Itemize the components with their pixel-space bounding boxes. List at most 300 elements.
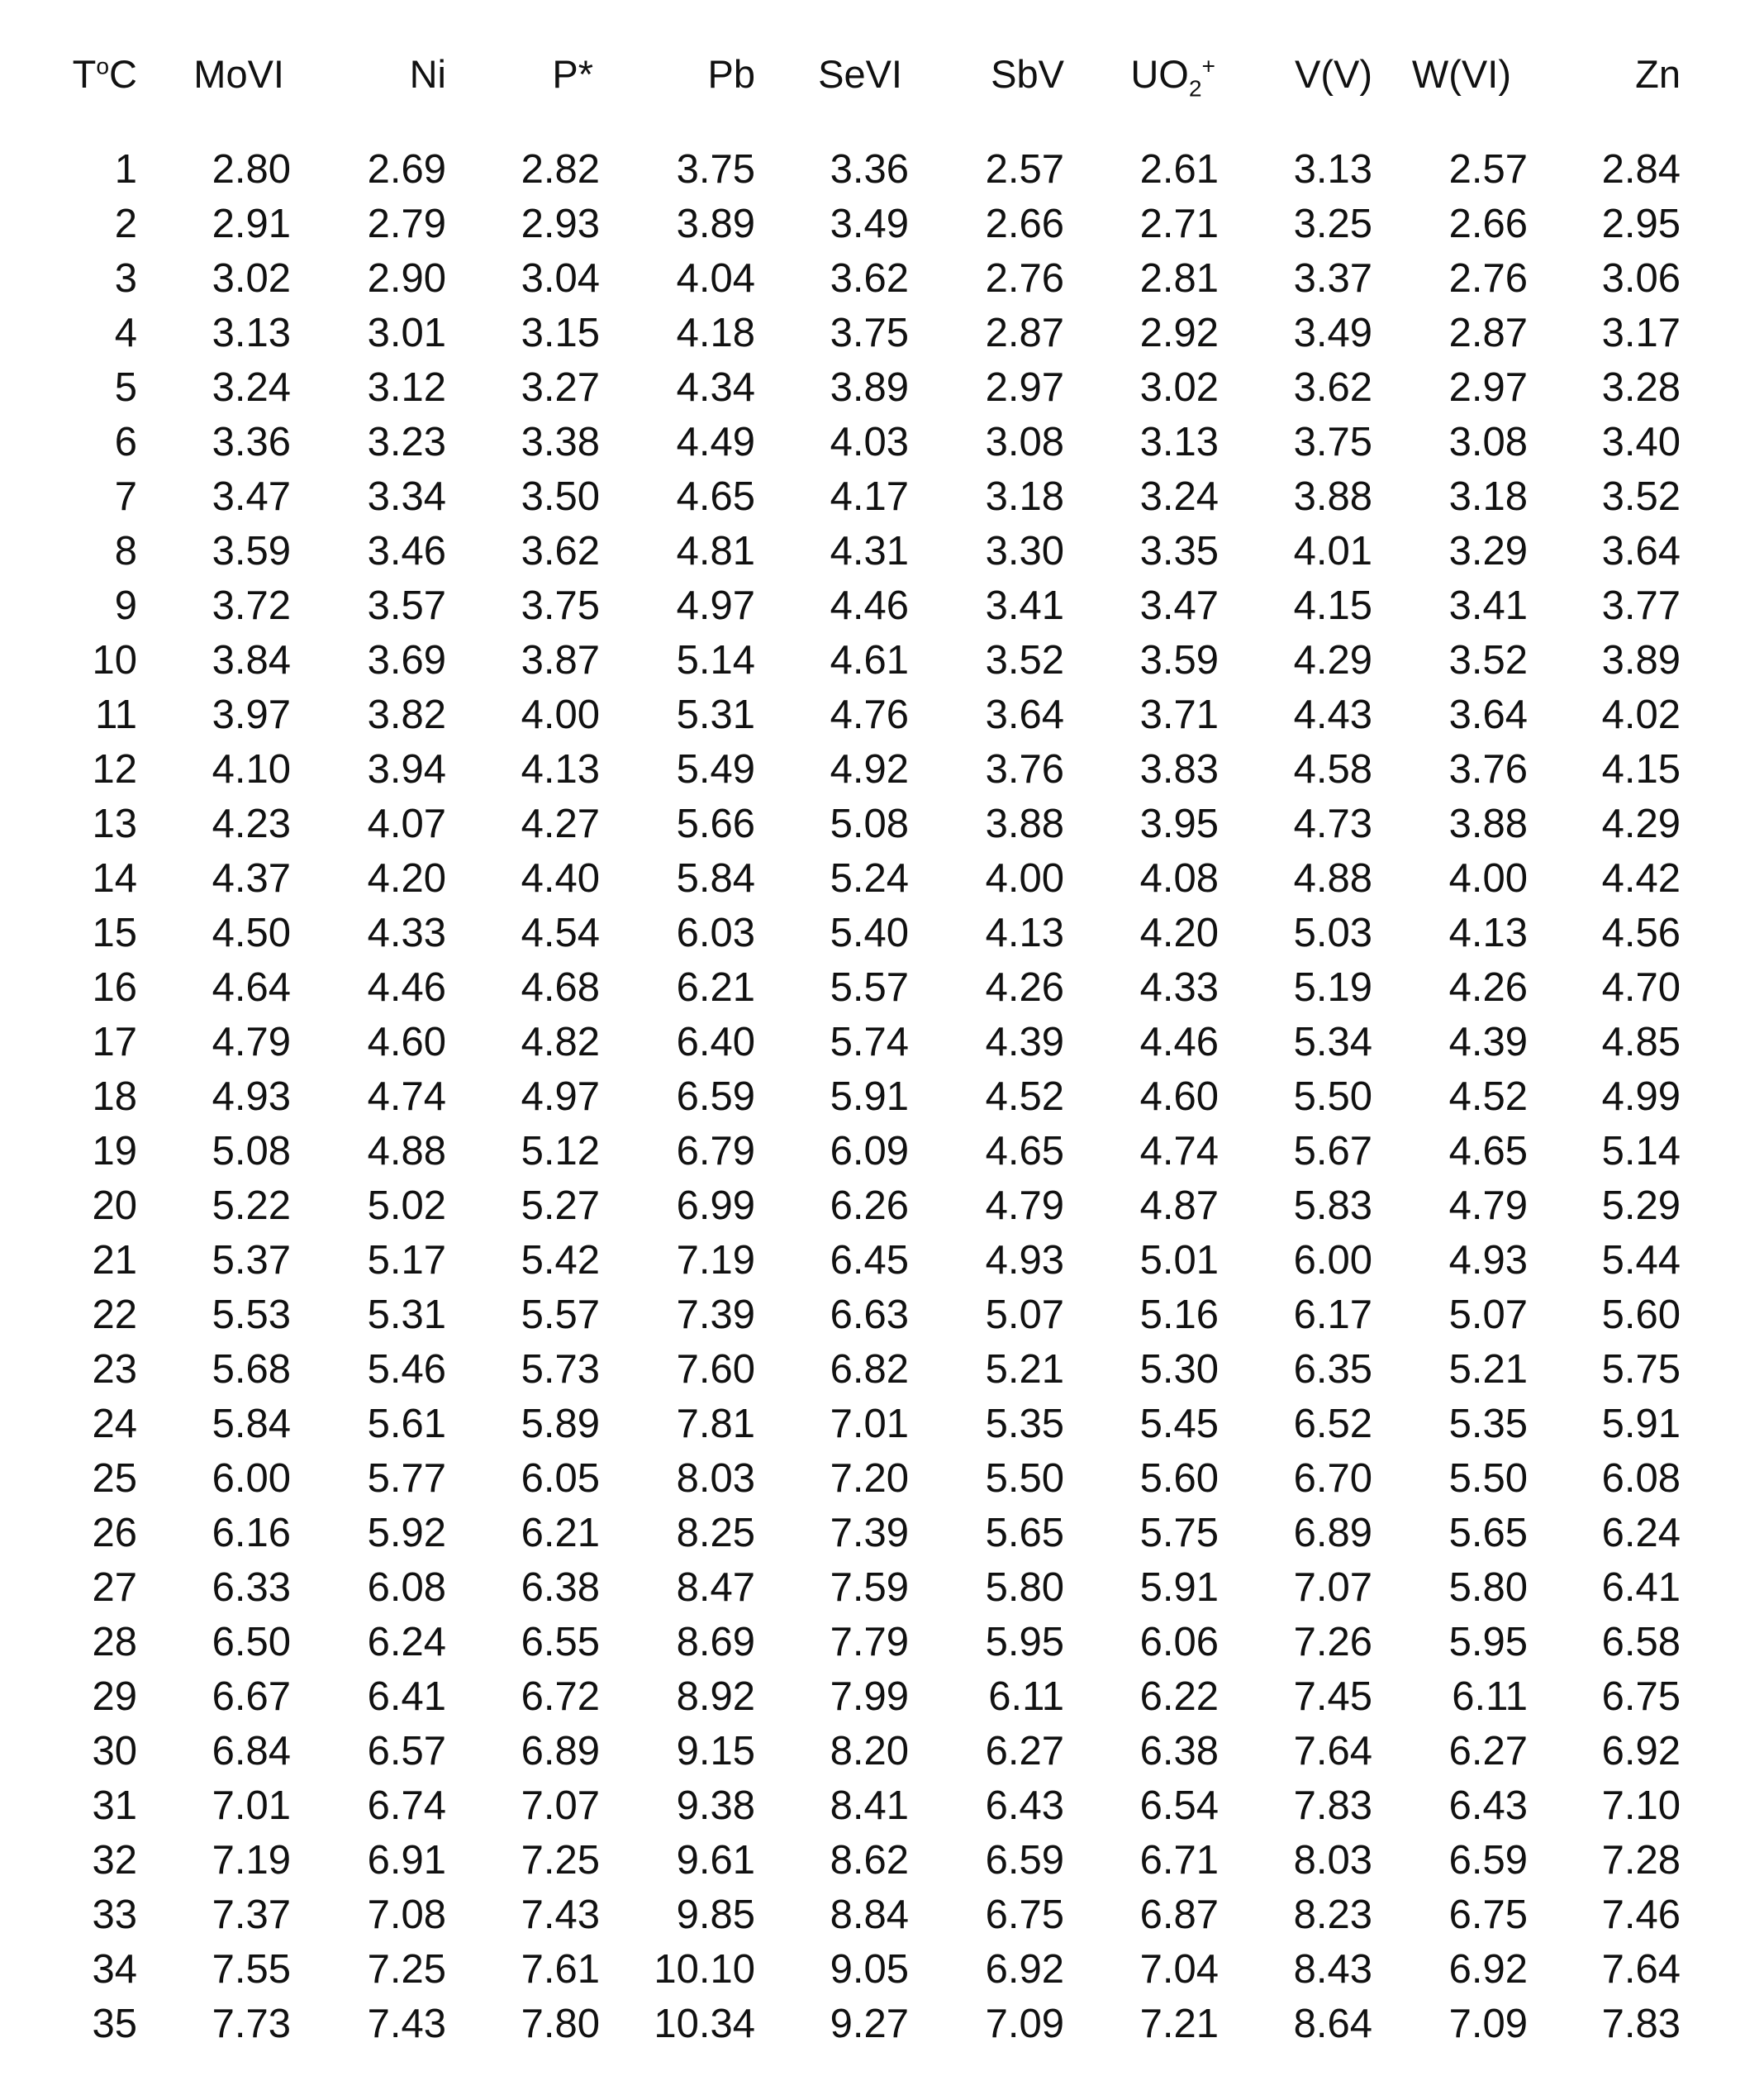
value-cell: 5.30 xyxy=(1139,1347,1219,1392)
table-row xyxy=(50,1124,1681,1178)
temperature-cell: 2 xyxy=(114,202,137,246)
value-cell: 5.57 xyxy=(830,965,909,1010)
value-cell: 3.28 xyxy=(1601,365,1681,410)
value-cell: 5.08 xyxy=(212,1129,291,1174)
value-cell: 4.54 xyxy=(521,911,600,955)
table-row xyxy=(50,251,1681,306)
value-cell: 5.57 xyxy=(521,1293,600,1337)
value-cell: 5.92 xyxy=(367,1511,446,1555)
value-cell: 4.68 xyxy=(521,965,600,1010)
value-cell: 3.27 xyxy=(521,365,600,410)
value-cell: 6.75 xyxy=(1601,1674,1681,1719)
value-cell: 8.62 xyxy=(830,1838,909,1883)
pb-header xyxy=(600,33,755,116)
header-label: V(V) xyxy=(1295,52,1372,96)
value-cell: 2.91 xyxy=(212,202,291,246)
value-cell: 3.37 xyxy=(1293,256,1372,301)
table-row xyxy=(50,1724,1681,1778)
temperature-cell: 26 xyxy=(92,1511,137,1555)
value-cell: 5.29 xyxy=(1601,1183,1681,1228)
temperature-cell: 17 xyxy=(92,1020,137,1064)
value-cell: 3.04 xyxy=(521,256,600,301)
value-cell: 5.60 xyxy=(1139,1456,1219,1501)
value-cell: 7.26 xyxy=(1293,1620,1372,1664)
value-cell: 3.77 xyxy=(1601,583,1681,628)
value-cell: 2.95 xyxy=(1601,202,1681,246)
value-cell: 5.31 xyxy=(367,1293,446,1337)
table-body xyxy=(50,116,1681,2051)
value-cell: 5.65 xyxy=(985,1511,1064,1555)
value-cell: 6.38 xyxy=(521,1565,600,1610)
value-cell: 5.80 xyxy=(985,1565,1064,1610)
value-cell: 10.34 xyxy=(654,2002,755,2046)
value-cell: 4.64 xyxy=(212,965,291,1010)
value-cell: 3.15 xyxy=(521,311,600,355)
value-cell: 5.68 xyxy=(212,1347,291,1392)
value-cell: 5.95 xyxy=(1448,1620,1528,1664)
value-cell: 3.13 xyxy=(212,311,291,355)
value-cell: 4.76 xyxy=(830,693,909,737)
value-cell: 7.25 xyxy=(521,1838,600,1883)
value-cell: 8.41 xyxy=(830,1783,909,1828)
value-cell: 3.76 xyxy=(985,747,1064,792)
value-cell: 6.72 xyxy=(521,1674,600,1719)
value-cell: 7.19 xyxy=(676,1238,755,1283)
value-cell: 4.03 xyxy=(830,420,909,464)
value-cell: 6.74 xyxy=(367,1783,446,1828)
sbv-header xyxy=(909,33,1064,116)
value-cell: 7.59 xyxy=(830,1565,909,1610)
value-cell: 5.22 xyxy=(212,1183,291,1228)
value-cell: 4.15 xyxy=(1293,583,1372,628)
value-cell: 5.89 xyxy=(521,1402,600,1446)
value-cell: 4.74 xyxy=(1139,1129,1219,1174)
value-cell: 4.26 xyxy=(1448,965,1528,1010)
table-row xyxy=(50,688,1681,742)
value-cell: 6.75 xyxy=(1448,1893,1528,1937)
value-cell: 4.01 xyxy=(1293,529,1372,574)
value-cell: 4.43 xyxy=(1293,693,1372,737)
header-label-tail: C xyxy=(109,52,137,96)
value-cell: 9.61 xyxy=(676,1838,755,1883)
value-cell: 3.76 xyxy=(1448,747,1528,792)
value-cell: 4.29 xyxy=(1601,802,1681,846)
value-cell: 5.35 xyxy=(1448,1402,1528,1446)
value-cell: 2.93 xyxy=(521,202,600,246)
header-label: Pb xyxy=(707,52,755,96)
temperature-cell: 9 xyxy=(114,583,137,628)
value-cell: 5.50 xyxy=(1293,1074,1372,1119)
value-cell: 4.93 xyxy=(985,1238,1064,1283)
table-row xyxy=(50,1506,1681,1560)
table-row xyxy=(50,360,1681,415)
value-cell: 4.73 xyxy=(1293,802,1372,846)
table-row xyxy=(50,1997,1681,2051)
value-cell: 6.27 xyxy=(1448,1729,1528,1774)
value-cell: 5.03 xyxy=(1293,911,1372,955)
value-cell: 3.62 xyxy=(521,529,600,574)
table-row xyxy=(50,1397,1681,1451)
table-row xyxy=(50,579,1681,633)
value-cell: 3.59 xyxy=(212,529,291,574)
table-row xyxy=(50,1615,1681,1669)
value-cell: 3.47 xyxy=(212,474,291,519)
table-row xyxy=(50,1069,1681,1124)
value-cell: 3.12 xyxy=(367,365,446,410)
table-row xyxy=(50,1833,1681,1888)
value-cell: 6.75 xyxy=(985,1893,1064,1937)
value-cell: 4.70 xyxy=(1601,965,1681,1010)
table-row xyxy=(50,469,1681,524)
table-row xyxy=(50,851,1681,906)
temperature-cell: 15 xyxy=(92,911,137,955)
value-cell: 3.30 xyxy=(985,529,1064,574)
value-cell: 5.08 xyxy=(830,802,909,846)
value-cell: 4.49 xyxy=(676,420,755,464)
value-cell: 3.64 xyxy=(985,693,1064,737)
value-cell: 4.00 xyxy=(985,856,1064,901)
value-cell: 5.24 xyxy=(830,856,909,901)
value-cell: 6.11 xyxy=(1452,1674,1528,1719)
value-cell: 3.38 xyxy=(521,420,600,464)
value-cell: 4.79 xyxy=(1448,1183,1528,1228)
value-cell: 6.71 xyxy=(1139,1838,1219,1883)
value-cell: 4.40 xyxy=(521,856,600,901)
value-cell: 5.66 xyxy=(676,802,755,846)
value-cell: 5.27 xyxy=(521,1183,600,1228)
value-cell: 3.82 xyxy=(367,693,446,737)
value-cell: 5.95 xyxy=(985,1620,1064,1664)
value-cell: 7.46 xyxy=(1601,1893,1681,1937)
value-cell: 6.41 xyxy=(367,1674,446,1719)
value-cell: 6.09 xyxy=(830,1129,909,1174)
value-cell: 3.88 xyxy=(1293,474,1372,519)
value-cell: 6.06 xyxy=(1139,1620,1219,1664)
value-cell: 3.72 xyxy=(212,583,291,628)
value-cell: 4.52 xyxy=(985,1074,1064,1119)
value-cell: 4.65 xyxy=(676,474,755,519)
value-cell: 3.50 xyxy=(521,474,600,519)
value-cell: 7.60 xyxy=(676,1347,755,1392)
value-cell: 3.94 xyxy=(367,747,446,792)
value-cell: 7.39 xyxy=(676,1293,755,1337)
table-row xyxy=(50,960,1681,1015)
value-cell: 3.13 xyxy=(1139,420,1219,464)
value-cell: 5.46 xyxy=(367,1347,446,1392)
sevi-header xyxy=(755,33,909,116)
value-cell: 3.41 xyxy=(1448,583,1528,628)
value-cell: 2.66 xyxy=(1448,202,1528,246)
temperature-cell: 19 xyxy=(92,1129,137,1174)
table-row xyxy=(50,1888,1681,1942)
table-row xyxy=(50,633,1681,688)
value-cell: 2.57 xyxy=(985,147,1064,192)
value-cell: 8.47 xyxy=(676,1565,755,1610)
value-cell: 6.26 xyxy=(830,1183,909,1228)
value-cell: 7.07 xyxy=(1293,1565,1372,1610)
temperature-cell: 1 xyxy=(114,147,137,192)
value-cell: 6.40 xyxy=(676,1020,755,1064)
value-cell: 5.75 xyxy=(1601,1347,1681,1392)
temperature-cell: 32 xyxy=(92,1838,137,1883)
value-cell: 5.45 xyxy=(1139,1402,1219,1446)
value-cell: 5.60 xyxy=(1601,1293,1681,1337)
temperature-cell: 28 xyxy=(92,1620,137,1664)
value-cell: 3.62 xyxy=(830,256,909,301)
temperature-cell: 13 xyxy=(92,802,137,846)
header-label: Ni xyxy=(409,52,446,96)
value-cell: 4.87 xyxy=(1139,1183,1219,1228)
temperature-cell: 12 xyxy=(92,747,137,792)
value-cell: 4.81 xyxy=(676,529,755,574)
temperature-cell: 16 xyxy=(92,965,137,1010)
value-cell: 3.29 xyxy=(1448,529,1528,574)
value-cell: 7.64 xyxy=(1293,1729,1372,1774)
value-cell: 3.08 xyxy=(985,420,1064,464)
header-label: W(VI) xyxy=(1411,52,1511,96)
temperature-cell: 30 xyxy=(92,1729,137,1774)
value-cell: 8.69 xyxy=(676,1620,755,1664)
value-cell: 5.01 xyxy=(1139,1238,1219,1283)
value-cell: 5.65 xyxy=(1448,1511,1528,1555)
value-cell: 5.75 xyxy=(1139,1511,1219,1555)
value-cell: 4.65 xyxy=(1448,1129,1528,1174)
value-cell: 3.83 xyxy=(1139,747,1219,792)
value-cell: 5.91 xyxy=(1601,1402,1681,1446)
value-cell: 4.79 xyxy=(212,1020,291,1064)
value-cell: 8.03 xyxy=(1293,1838,1372,1883)
value-cell: 7.09 xyxy=(985,2002,1064,2046)
value-cell: 6.92 xyxy=(1601,1729,1681,1774)
value-cell: 4.33 xyxy=(1139,965,1219,1010)
value-cell: 4.17 xyxy=(830,474,909,519)
value-cell: 2.97 xyxy=(1448,365,1528,410)
value-cell: 5.40 xyxy=(830,911,909,955)
value-cell: 4.26 xyxy=(985,965,1064,1010)
value-cell: 3.95 xyxy=(1139,802,1219,846)
header-label: P* xyxy=(552,52,593,96)
value-cell: 5.21 xyxy=(1448,1347,1528,1392)
value-cell: 2.61 xyxy=(1139,147,1219,192)
value-cell: 6.11 xyxy=(988,1674,1064,1719)
value-cell: 3.13 xyxy=(1293,147,1372,192)
temperature-cell: 34 xyxy=(92,1947,137,1992)
value-cell: 2.87 xyxy=(985,311,1064,355)
value-cell: 4.61 xyxy=(830,638,909,683)
value-cell: 5.02 xyxy=(367,1183,446,1228)
temperature-cell: 22 xyxy=(92,1293,137,1337)
value-cell: 6.55 xyxy=(521,1620,600,1664)
value-cell: 5.42 xyxy=(521,1238,600,1283)
header-label: SeVI xyxy=(818,52,902,96)
value-cell: 6.89 xyxy=(1293,1511,1372,1555)
value-cell: 9.05 xyxy=(830,1947,909,1992)
header-superscript: + xyxy=(1201,52,1215,79)
value-cell: 3.06 xyxy=(1601,256,1681,301)
zn-header xyxy=(1528,33,1681,116)
value-cell: 6.45 xyxy=(830,1238,909,1283)
value-cell: 8.84 xyxy=(830,1893,909,1937)
temperature-cell: 33 xyxy=(92,1893,137,1937)
value-cell: 6.05 xyxy=(521,1456,600,1501)
value-cell: 4.23 xyxy=(212,802,291,846)
value-cell: 2.97 xyxy=(985,365,1064,410)
value-cell: 2.84 xyxy=(1601,147,1681,192)
value-cell: 4.29 xyxy=(1293,638,1372,683)
value-cell: 5.50 xyxy=(1448,1456,1528,1501)
value-cell: 5.19 xyxy=(1293,965,1372,1010)
value-cell: 4.02 xyxy=(1601,693,1681,737)
value-cell: 3.02 xyxy=(212,256,291,301)
table-row xyxy=(50,1178,1681,1233)
table-row xyxy=(50,906,1681,960)
temperature-cell: 24 xyxy=(92,1402,137,1446)
value-cell: 7.37 xyxy=(212,1893,291,1937)
value-cell: 5.49 xyxy=(676,747,755,792)
value-cell: 3.75 xyxy=(521,583,600,628)
value-cell: 4.04 xyxy=(676,256,755,301)
value-cell: 4.39 xyxy=(985,1020,1064,1064)
value-cell: 3.87 xyxy=(521,638,600,683)
value-cell: 5.84 xyxy=(676,856,755,901)
value-cell: 5.14 xyxy=(1601,1129,1681,1174)
value-cell: 3.52 xyxy=(1448,638,1528,683)
value-cell: 3.69 xyxy=(367,638,446,683)
value-cell: 4.42 xyxy=(1601,856,1681,901)
table-row xyxy=(50,1288,1681,1342)
value-cell: 7.64 xyxy=(1601,1947,1681,1992)
value-cell: 5.77 xyxy=(367,1456,446,1501)
value-cell: 8.64 xyxy=(1293,2002,1372,2046)
value-cell: 7.83 xyxy=(1293,1783,1372,1828)
value-cell: 6.35 xyxy=(1293,1347,1372,1392)
value-cell: 4.13 xyxy=(985,911,1064,955)
value-cell: 6.43 xyxy=(985,1783,1064,1828)
value-cell: 2.76 xyxy=(985,256,1064,301)
table-row xyxy=(50,1342,1681,1397)
table-row xyxy=(50,1451,1681,1506)
value-cell: 7.20 xyxy=(830,1456,909,1501)
value-cell: 6.92 xyxy=(1448,1947,1528,1992)
value-cell: 6.21 xyxy=(521,1511,600,1555)
wvi-header xyxy=(1372,33,1528,116)
value-cell: 7.01 xyxy=(830,1402,909,1446)
value-cell: 5.37 xyxy=(212,1238,291,1283)
value-cell: 5.17 xyxy=(367,1238,446,1283)
value-cell: 5.91 xyxy=(830,1074,909,1119)
value-cell: 5.35 xyxy=(985,1402,1064,1446)
value-cell: 5.83 xyxy=(1293,1183,1372,1228)
value-cell: 9.85 xyxy=(676,1893,755,1937)
value-cell: 7.39 xyxy=(830,1511,909,1555)
value-cell: 3.88 xyxy=(1448,802,1528,846)
value-cell: 5.53 xyxy=(212,1293,291,1337)
value-cell: 6.57 xyxy=(367,1729,446,1774)
value-cell: 3.89 xyxy=(1601,638,1681,683)
value-cell: 2.66 xyxy=(985,202,1064,246)
value-cell: 4.18 xyxy=(676,311,755,355)
value-cell: 4.50 xyxy=(212,911,291,955)
value-cell: 5.34 xyxy=(1293,1020,1372,1064)
value-cell: 6.17 xyxy=(1293,1293,1372,1337)
value-cell: 3.84 xyxy=(212,638,291,683)
value-cell: 3.64 xyxy=(1601,529,1681,574)
header-label: SbV xyxy=(991,52,1064,96)
value-cell: 6.59 xyxy=(985,1838,1064,1883)
value-cell: 3.23 xyxy=(367,420,446,464)
value-cell: 4.37 xyxy=(212,856,291,901)
temperature-cell: 25 xyxy=(92,1456,137,1501)
value-cell: 4.58 xyxy=(1293,747,1372,792)
value-cell: 4.88 xyxy=(367,1129,446,1174)
value-cell: 2.81 xyxy=(1139,256,1219,301)
value-cell: 4.93 xyxy=(212,1074,291,1119)
value-cell: 7.80 xyxy=(521,2002,600,2046)
value-cell: 3.49 xyxy=(830,202,909,246)
header-spacer xyxy=(50,116,1681,142)
value-cell: 3.71 xyxy=(1139,693,1219,737)
value-cell: 5.61 xyxy=(367,1402,446,1446)
value-cell: 4.15 xyxy=(1601,747,1681,792)
value-cell: 3.57 xyxy=(367,583,446,628)
value-cell: 6.99 xyxy=(676,1183,755,1228)
temperature-cell: 29 xyxy=(92,1674,137,1719)
header-label: T xyxy=(72,52,97,96)
value-cell: 4.20 xyxy=(367,856,446,901)
value-cell: 6.08 xyxy=(1601,1456,1681,1501)
value-cell: 3.02 xyxy=(1139,365,1219,410)
value-cell: 6.52 xyxy=(1293,1402,1372,1446)
value-cell: 2.82 xyxy=(521,147,600,192)
value-cell: 7.61 xyxy=(521,1947,600,1992)
value-cell: 6.59 xyxy=(1448,1838,1528,1883)
value-cell: 3.46 xyxy=(367,529,446,574)
value-cell: 9.27 xyxy=(830,2002,909,2046)
value-cell: 5.74 xyxy=(830,1020,909,1064)
value-cell: 6.08 xyxy=(367,1565,446,1610)
temperature-cell: 4 xyxy=(114,311,137,355)
value-cell: 7.81 xyxy=(676,1402,755,1446)
header-subscript: 2 xyxy=(1188,74,1202,102)
temperature-cell: 35 xyxy=(92,2002,137,2046)
value-cell: 7.07 xyxy=(521,1783,600,1828)
temperature-cell: 8 xyxy=(114,529,137,574)
value-cell: 5.14 xyxy=(676,638,755,683)
header-label: UO xyxy=(1130,52,1189,96)
value-cell: 3.89 xyxy=(830,365,909,410)
value-cell: 5.31 xyxy=(676,693,755,737)
table-row xyxy=(50,742,1681,797)
value-cell: 3.75 xyxy=(1293,420,1372,464)
ni-header xyxy=(291,33,446,116)
value-cell: 8.25 xyxy=(676,1511,755,1555)
value-cell: 7.43 xyxy=(521,1893,600,1937)
table-row xyxy=(50,197,1681,251)
value-cell: 5.21 xyxy=(985,1347,1064,1392)
value-cell: 6.67 xyxy=(212,1674,291,1719)
value-cell: 6.79 xyxy=(676,1129,755,1174)
value-cell: 8.23 xyxy=(1293,1893,1372,1937)
temperature-cell: 21 xyxy=(92,1238,137,1283)
value-cell: 5.80 xyxy=(1448,1565,1528,1610)
movi-header xyxy=(137,33,291,116)
value-cell: 7.21 xyxy=(1139,2002,1219,2046)
value-cell: 5.07 xyxy=(1448,1293,1528,1337)
value-cell: 5.73 xyxy=(521,1347,600,1392)
value-cell: 8.43 xyxy=(1293,1947,1372,1992)
value-cell: 3.59 xyxy=(1139,638,1219,683)
value-cell: 3.75 xyxy=(830,311,909,355)
